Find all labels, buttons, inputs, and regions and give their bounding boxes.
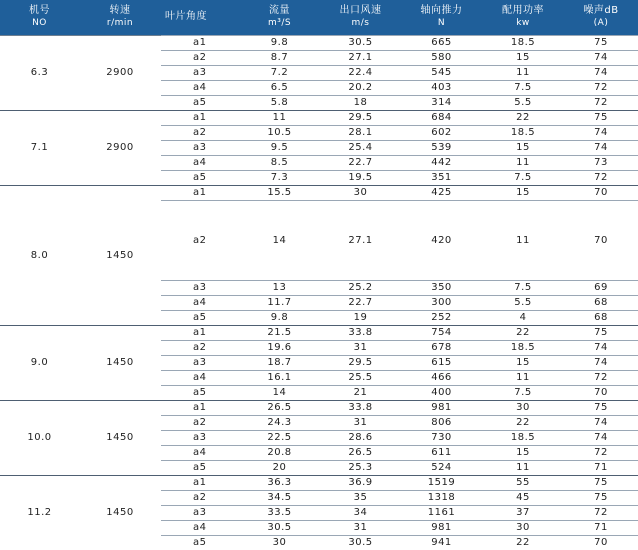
noise-cell: 70: [564, 185, 638, 200]
power-cell: 11: [482, 65, 564, 80]
header-row: [0, 0, 638, 35]
flow-cell: 6.5: [239, 80, 320, 95]
axial-thrust-cell: 684: [401, 110, 482, 125]
axial-thrust-cell: 615: [401, 355, 482, 370]
outlet-velocity-cell: 31: [320, 520, 401, 535]
noise-cell: 74: [564, 140, 638, 155]
axial-thrust-cell: 602: [401, 125, 482, 140]
outlet-velocity-cell: 18: [320, 95, 401, 110]
axial-thrust-cell: 1519: [401, 475, 482, 490]
axial-thrust-cell: 580: [401, 50, 482, 65]
speed-cell: 1450: [79, 185, 161, 325]
flow-cell: 18.7: [239, 355, 320, 370]
outlet-velocity-cell: 21: [320, 385, 401, 400]
flow-cell: 10.5: [239, 125, 320, 140]
flow-cell: 36.3: [239, 475, 320, 490]
table-row: [0, 110, 638, 125]
power-cell: 7.5: [482, 80, 564, 95]
noise-cell: 72: [564, 505, 638, 520]
noise-cell: 74: [564, 355, 638, 370]
power-cell: 30: [482, 400, 564, 415]
axial-thrust-cell: 1318: [401, 490, 482, 505]
table-header: [0, 0, 638, 35]
flow-cell: 30: [239, 535, 320, 550]
flow-cell: 22.5: [239, 430, 320, 445]
outlet-velocity-cell: 35: [320, 490, 401, 505]
axial-thrust-cell: 941: [401, 535, 482, 550]
power-cell: 45: [482, 490, 564, 505]
flow-cell: 9.8: [239, 35, 320, 50]
axial-thrust-cell: 425: [401, 185, 482, 200]
blade-angle-cell: a3: [161, 140, 239, 155]
flow-cell: 13: [239, 280, 320, 295]
power-cell: 5.5: [482, 295, 564, 310]
flow-cell: 8.5: [239, 155, 320, 170]
axial-thrust-cell: 252: [401, 310, 482, 325]
axial-thrust-cell: 403: [401, 80, 482, 95]
blade-angle-cell: a3: [161, 430, 239, 445]
flow-cell: 34.5: [239, 490, 320, 505]
axial-thrust-cell: 678: [401, 340, 482, 355]
flow-cell: 33.5: [239, 505, 320, 520]
model-number-cell: 7.1: [0, 110, 79, 185]
blade-angle-cell: a4: [161, 155, 239, 170]
table-row: [0, 325, 638, 340]
power-cell: 18.5: [482, 430, 564, 445]
flow-cell: 14: [239, 200, 320, 280]
noise-cell: 70: [564, 200, 638, 280]
blade-angle-cell: a1: [161, 475, 239, 490]
power-cell: 22: [482, 535, 564, 550]
header-outlet-velocity: 出口风速 m/s: [320, 0, 401, 35]
model-number-cell: 6.3: [0, 35, 79, 110]
flow-cell: 21.5: [239, 325, 320, 340]
blade-angle-cell: a4: [161, 80, 239, 95]
axial-thrust-cell: 350: [401, 280, 482, 295]
flow-cell: 9.5: [239, 140, 320, 155]
noise-cell: 75: [564, 490, 638, 505]
noise-cell: 74: [564, 65, 638, 80]
flow-cell: 20: [239, 460, 320, 475]
power-cell: 7.5: [482, 385, 564, 400]
flow-cell: 15.5: [239, 185, 320, 200]
noise-cell: 75: [564, 400, 638, 415]
blade-angle-cell: a5: [161, 460, 239, 475]
axial-thrust-cell: 1161: [401, 505, 482, 520]
outlet-velocity-cell: 29.5: [320, 355, 401, 370]
power-cell: 4: [482, 310, 564, 325]
flow-cell: 26.5: [239, 400, 320, 415]
noise-cell: 74: [564, 50, 638, 65]
table-row: [0, 475, 638, 490]
blade-angle-cell: a3: [161, 65, 239, 80]
noise-cell: 70: [564, 535, 638, 550]
blade-angle-cell: a5: [161, 385, 239, 400]
flow-cell: 11: [239, 110, 320, 125]
noise-cell: 74: [564, 340, 638, 355]
blade-angle-cell: a1: [161, 110, 239, 125]
table-body: [0, 35, 638, 550]
noise-cell: 72: [564, 170, 638, 185]
outlet-velocity-cell: 33.8: [320, 325, 401, 340]
header-power: 配用功率 kw: [482, 0, 564, 35]
blade-angle-cell: a5: [161, 95, 239, 110]
noise-cell: 69: [564, 280, 638, 295]
table-row: [0, 185, 638, 200]
flow-cell: 8.7: [239, 50, 320, 65]
noise-cell: 68: [564, 295, 638, 310]
header-blade-angle: 叶片角度: [161, 0, 239, 35]
model-number-cell: 11.2: [0, 475, 79, 550]
outlet-velocity-cell: 19: [320, 310, 401, 325]
outlet-velocity-cell: 25.4: [320, 140, 401, 155]
axial-thrust-cell: 754: [401, 325, 482, 340]
blade-angle-cell: a4: [161, 370, 239, 385]
flow-cell: 9.8: [239, 310, 320, 325]
power-cell: 7.5: [482, 280, 564, 295]
noise-cell: 68: [564, 310, 638, 325]
axial-thrust-cell: 442: [401, 155, 482, 170]
power-cell: 22: [482, 415, 564, 430]
blade-angle-cell: a1: [161, 325, 239, 340]
power-cell: 7.5: [482, 170, 564, 185]
axial-thrust-cell: 400: [401, 385, 482, 400]
header-flow: 流量 m³/S: [239, 0, 320, 35]
flow-cell: 16.1: [239, 370, 320, 385]
noise-cell: 75: [564, 325, 638, 340]
axial-thrust-cell: 611: [401, 445, 482, 460]
outlet-velocity-cell: 26.5: [320, 445, 401, 460]
axial-thrust-cell: 420: [401, 200, 482, 280]
outlet-velocity-cell: 31: [320, 415, 401, 430]
noise-cell: 74: [564, 415, 638, 430]
model-number-cell: 9.0: [0, 325, 79, 400]
blade-angle-cell: a2: [161, 490, 239, 505]
flow-cell: 7.3: [239, 170, 320, 185]
blade-angle-cell: a2: [161, 200, 239, 280]
power-cell: 37: [482, 505, 564, 520]
model-number-cell: 10.0: [0, 400, 79, 475]
noise-cell: 70: [564, 385, 638, 400]
outlet-velocity-cell: 22.7: [320, 295, 401, 310]
blade-angle-cell: a2: [161, 50, 239, 65]
power-cell: 22: [482, 325, 564, 340]
axial-thrust-cell: 665: [401, 35, 482, 50]
outlet-velocity-cell: 25.2: [320, 280, 401, 295]
outlet-velocity-cell: 30.5: [320, 35, 401, 50]
flow-cell: 5.8: [239, 95, 320, 110]
flow-cell: 30.5: [239, 520, 320, 535]
power-cell: 15: [482, 140, 564, 155]
blade-angle-cell: a3: [161, 355, 239, 370]
header-speed: 转速 r/min: [79, 0, 161, 35]
blade-angle-cell: a1: [161, 185, 239, 200]
outlet-velocity-cell: 25.5: [320, 370, 401, 385]
axial-thrust-cell: 545: [401, 65, 482, 80]
header-noise: 噪声dB (A): [564, 0, 638, 35]
header-axial-thrust: 轴向推力 N: [401, 0, 482, 35]
outlet-velocity-cell: 36.9: [320, 475, 401, 490]
axial-thrust-cell: 539: [401, 140, 482, 155]
noise-cell: 75: [564, 110, 638, 125]
flow-cell: 7.2: [239, 65, 320, 80]
outlet-velocity-cell: 31: [320, 340, 401, 355]
noise-cell: 72: [564, 445, 638, 460]
blade-angle-cell: a5: [161, 170, 239, 185]
axial-thrust-cell: 314: [401, 95, 482, 110]
axial-thrust-cell: 524: [401, 460, 482, 475]
noise-cell: 72: [564, 80, 638, 95]
power-cell: 11: [482, 155, 564, 170]
blade-angle-cell: a4: [161, 445, 239, 460]
outlet-velocity-cell: 27.1: [320, 200, 401, 280]
outlet-velocity-cell: 20.2: [320, 80, 401, 95]
blade-angle-cell: a4: [161, 520, 239, 535]
power-cell: 15: [482, 445, 564, 460]
blade-angle-cell: a1: [161, 35, 239, 50]
blade-angle-cell: a5: [161, 535, 239, 550]
power-cell: 18.5: [482, 125, 564, 140]
table-row: [0, 35, 638, 50]
flow-cell: 24.3: [239, 415, 320, 430]
power-cell: 18.5: [482, 340, 564, 355]
noise-cell: 72: [564, 95, 638, 110]
flow-cell: 11.7: [239, 295, 320, 310]
noise-cell: 75: [564, 475, 638, 490]
power-cell: 22: [482, 110, 564, 125]
outlet-velocity-cell: 25.3: [320, 460, 401, 475]
noise-cell: 75: [564, 35, 638, 50]
axial-thrust-cell: 806: [401, 415, 482, 430]
noise-cell: 73: [564, 155, 638, 170]
outlet-velocity-cell: 28.6: [320, 430, 401, 445]
axial-thrust-cell: 981: [401, 520, 482, 535]
speed-cell: 2900: [79, 35, 161, 110]
blade-angle-cell: a2: [161, 415, 239, 430]
header-model-no: 机号 NO: [0, 0, 79, 35]
outlet-velocity-cell: 29.5: [320, 110, 401, 125]
outlet-velocity-cell: 19.5: [320, 170, 401, 185]
flow-cell: 19.6: [239, 340, 320, 355]
power-cell: 15: [482, 185, 564, 200]
noise-cell: 72: [564, 370, 638, 385]
speed-cell: 1450: [79, 475, 161, 550]
axial-thrust-cell: 730: [401, 430, 482, 445]
noise-cell: 71: [564, 520, 638, 535]
power-cell: 15: [482, 355, 564, 370]
outlet-velocity-cell: 34: [320, 505, 401, 520]
axial-thrust-cell: 466: [401, 370, 482, 385]
outlet-velocity-cell: 30.5: [320, 535, 401, 550]
power-cell: 11: [482, 200, 564, 280]
power-cell: 30: [482, 520, 564, 535]
power-cell: 5.5: [482, 95, 564, 110]
axial-thrust-cell: 981: [401, 400, 482, 415]
outlet-velocity-cell: 27.1: [320, 50, 401, 65]
power-cell: 11: [482, 370, 564, 385]
blade-angle-cell: a1: [161, 400, 239, 415]
outlet-velocity-cell: 22.4: [320, 65, 401, 80]
blade-angle-cell: a4: [161, 295, 239, 310]
axial-thrust-cell: 351: [401, 170, 482, 185]
blade-angle-cell: a3: [161, 505, 239, 520]
power-cell: 55: [482, 475, 564, 490]
flow-cell: 14: [239, 385, 320, 400]
outlet-velocity-cell: 30: [320, 185, 401, 200]
model-number-cell: 8.0: [0, 185, 79, 325]
power-cell: 18.5: [482, 35, 564, 50]
blade-angle-cell: a2: [161, 340, 239, 355]
speed-cell: 1450: [79, 400, 161, 475]
power-cell: 11: [482, 460, 564, 475]
flow-cell: 20.8: [239, 445, 320, 460]
noise-cell: 71: [564, 460, 638, 475]
noise-cell: 74: [564, 125, 638, 140]
blade-angle-cell: a3: [161, 280, 239, 295]
table-row: [0, 400, 638, 415]
blade-angle-cell: a2: [161, 125, 239, 140]
outlet-velocity-cell: 22.7: [320, 155, 401, 170]
power-cell: 15: [482, 50, 564, 65]
speed-cell: 2900: [79, 110, 161, 185]
speed-cell: 1450: [79, 325, 161, 400]
outlet-velocity-cell: 28.1: [320, 125, 401, 140]
axial-thrust-cell: 300: [401, 295, 482, 310]
noise-cell: 74: [564, 430, 638, 445]
blade-angle-cell: a5: [161, 310, 239, 325]
outlet-velocity-cell: 33.8: [320, 400, 401, 415]
